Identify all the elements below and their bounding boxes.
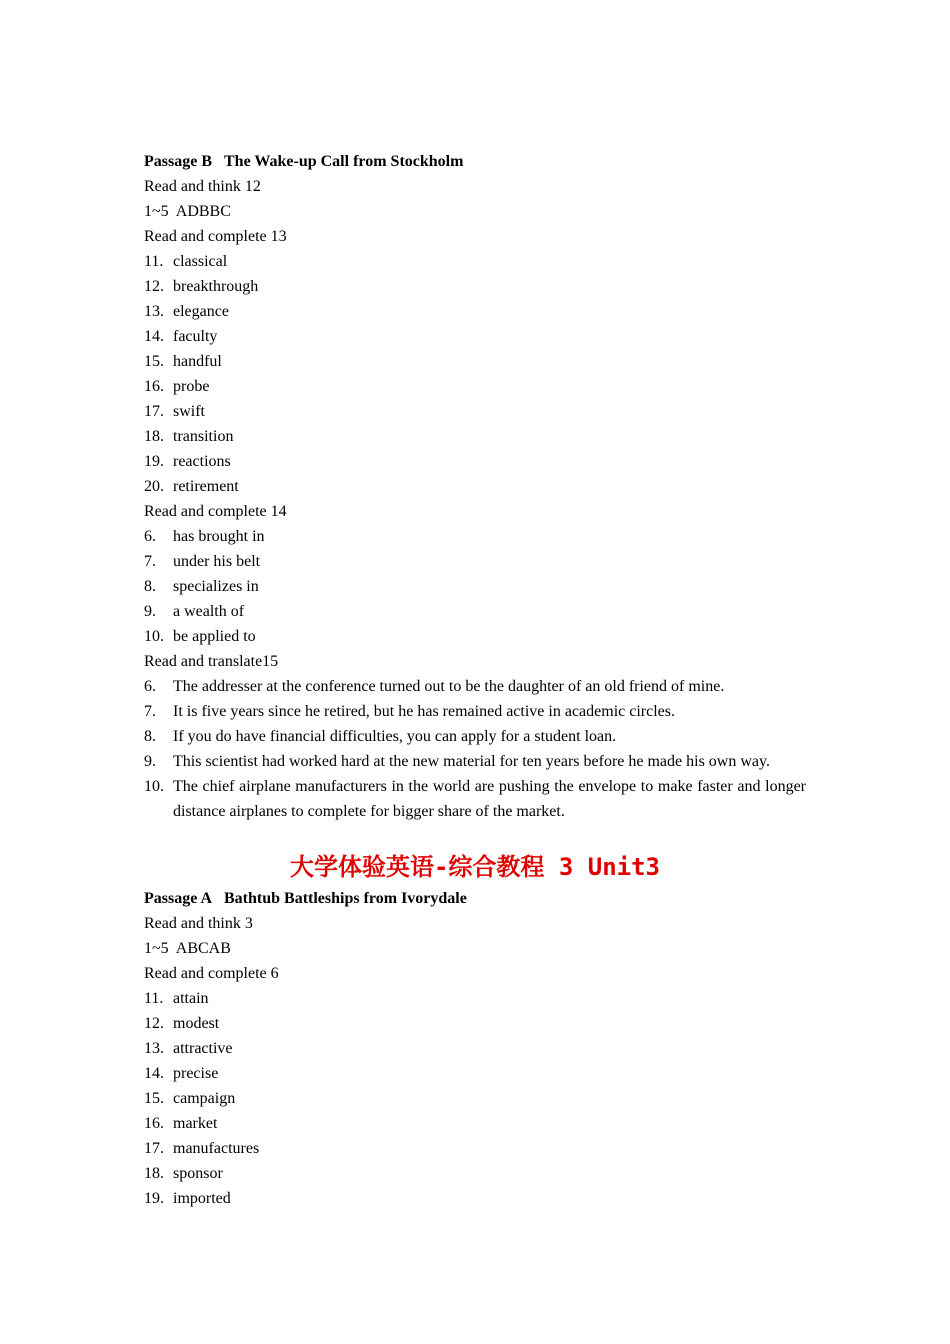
list-item [144,449,806,474]
list-item [144,249,806,274]
passage-b-label: Passage B [144,153,212,170]
answer-list [144,249,806,499]
passage-a-label: Passage A [144,890,212,907]
item-text: This scientist had worked hard at the new material for ten years before he made his own way. [173,753,770,770]
list-item [144,524,806,549]
item-text: market [173,1115,218,1132]
item-text: has brought in [173,528,265,545]
item-number: 18. [144,1165,164,1182]
list-item [144,574,806,599]
item-text: campaign [173,1090,236,1107]
item-text: under his belt [173,553,261,570]
answer-list [144,524,806,649]
document-page [144,149,806,1211]
list-item [144,1061,806,1086]
section-label: Read and translate15 [144,653,279,670]
section-label: Read and think 3 [144,915,253,932]
answer-list [144,986,806,1211]
list-item [144,1161,806,1186]
item-text: retirement [173,478,239,495]
item-number: 6. [144,528,156,545]
item-text: imported [173,1190,231,1207]
list-item [144,674,806,699]
item-text: precise [173,1065,219,1082]
list-item [144,599,806,624]
item-text: elegance [173,303,229,320]
item-text: classical [173,253,228,270]
item-number: 10. [144,628,164,645]
item-text: be applied to [173,628,256,645]
unit-heading: 大学体验英语-综合教程 3 Unit3 [289,853,661,881]
item-number: 8. [144,728,156,745]
item-text: modest [173,1015,220,1032]
item-text: It is five years since he retired, but he has remained active in academic circles. [173,703,675,720]
item-number: 11. [144,253,164,270]
item-number: 13. [144,303,164,320]
list-item [144,299,806,324]
item-number: 10. [144,778,164,795]
list-item [144,1111,806,1136]
list-item [144,424,806,449]
item-number: 16. [144,1115,164,1132]
item-text: The chief airplane manufacturers in the world are pushing the envelope to make faster and longer distance airplanes to complete for bigger share of the market. [173,778,806,820]
item-text: attain [173,990,209,1007]
item-number: 14. [144,328,164,345]
passage-a-title [144,886,806,911]
list-item [144,1186,806,1211]
item-text: breakthrough [173,278,259,295]
item-number: 12. [144,278,164,295]
item-number: 13. [144,1040,164,1057]
item-text: swift [173,403,205,420]
item-text: attractive [173,1040,233,1057]
item-text: handful [173,353,222,370]
list-item [144,749,806,774]
item-text: reactions [173,453,231,470]
list-item [144,699,806,724]
item-number: 17. [144,1140,164,1157]
item-number: 14. [144,1065,164,1082]
list-item [144,474,806,499]
list-item [144,1036,806,1061]
list-item [144,374,806,399]
list-item [144,1011,806,1036]
item-number: 19. [144,453,164,470]
item-text: sponsor [173,1165,223,1182]
list-item [144,986,806,1011]
item-number: 20. [144,478,164,495]
item-number: 9. [144,753,156,770]
list-item [144,1136,806,1161]
passage-a-name: Bathtub Battleships from Ivorydale [224,890,467,907]
translation-list [144,674,806,824]
section-label: Read and think 12 [144,178,261,195]
item-text: specializes in [173,578,259,595]
item-text: If you do have financial difficulties, you can apply for a student loan. [173,728,617,745]
item-number: 17. [144,403,164,420]
item-number: 16. [144,378,164,395]
list-item [144,399,806,424]
item-text: faculty [173,328,218,345]
passage-b-title [144,149,806,174]
item-text: probe [173,378,210,395]
list-item [144,549,806,574]
item-number: 15. [144,353,164,370]
item-number: 12. [144,1015,164,1032]
item-number: 7. [144,553,156,570]
list-item [144,274,806,299]
item-number: 9. [144,603,156,620]
item-number: 11. [144,990,164,1007]
item-number: 6. [144,678,156,695]
item-number: 8. [144,578,156,595]
item-number: 19. [144,1190,164,1207]
item-number: 18. [144,428,164,445]
list-item [144,1086,806,1111]
item-text: manufactures [173,1140,260,1157]
item-text: The addresser at the conference turned out to be the daughter of an old friend of mine. [173,678,725,695]
item-number: 15. [144,1090,164,1107]
list-item [144,724,806,749]
item-number: 7. [144,703,156,720]
answer-line: 1~5 ADBBC [144,203,231,220]
section-label: Read and complete 13 [144,228,287,245]
section-label: Read and complete 14 [144,503,287,520]
list-item [144,324,806,349]
item-text: a wealth of [173,603,245,620]
list-item [144,774,806,824]
answer-line: 1~5 ABCAB [144,940,231,957]
passage-b-name: The Wake-up Call from Stockholm [224,153,464,170]
list-item [144,349,806,374]
item-text: transition [173,428,234,445]
list-item [144,624,806,649]
section-label: Read and complete 6 [144,965,279,982]
